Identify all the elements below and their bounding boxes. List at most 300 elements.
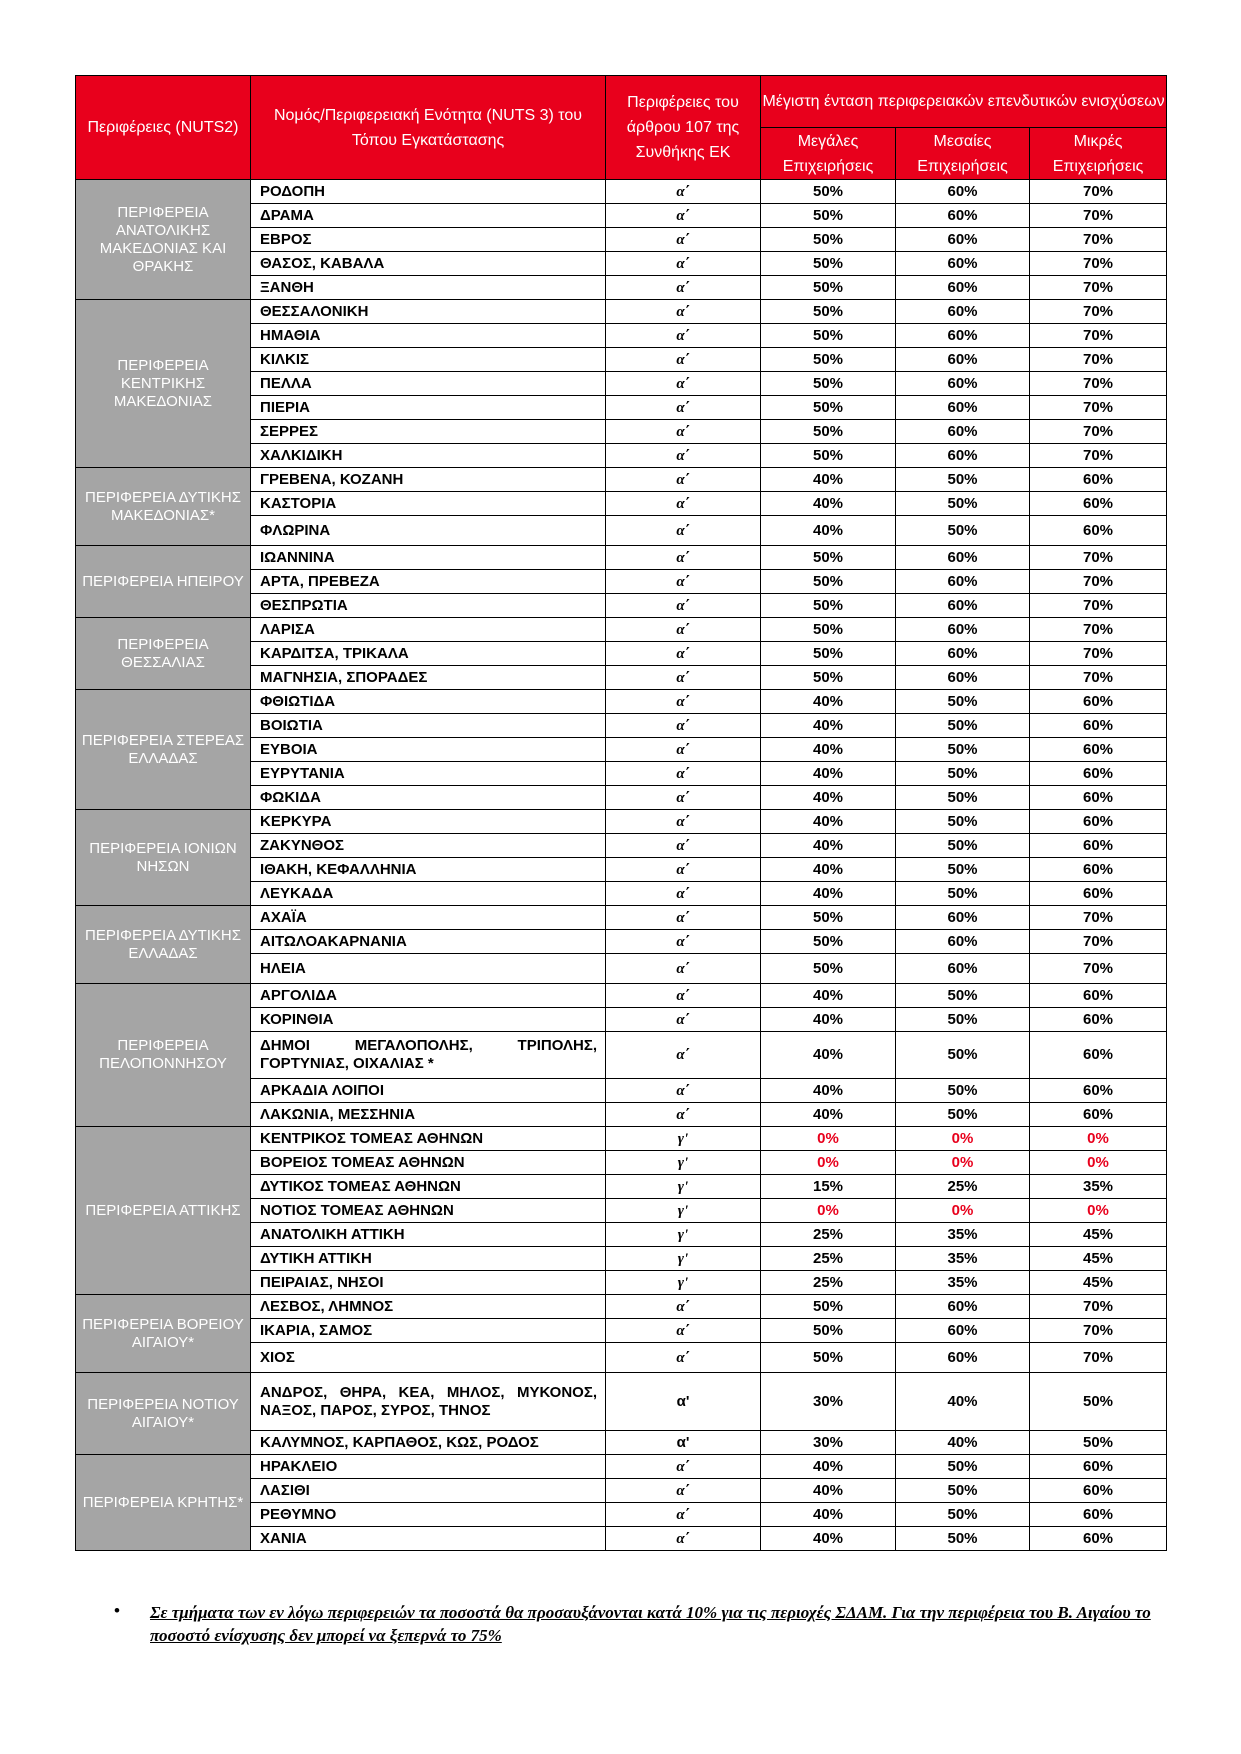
article-cell: α΄ (606, 180, 761, 204)
article-cell: α΄ (606, 984, 761, 1008)
medium-enterprise-cell: 60% (896, 276, 1030, 300)
large-enterprise-cell: 40% (761, 882, 896, 906)
medium-enterprise-cell: 60% (896, 396, 1030, 420)
prefecture-cell: ΔΥΤΙΚΗ ΑΤΤΙΚΗ (251, 1247, 606, 1271)
prefecture-cell: ΚΑΣΤΟΡΙΑ (251, 492, 606, 516)
large-enterprise-cell: 50% (761, 642, 896, 666)
small-enterprise-cell: 70% (1030, 444, 1167, 468)
small-enterprise-cell: 60% (1030, 984, 1167, 1008)
article-cell: γ' (606, 1247, 761, 1271)
medium-enterprise-cell: 0% (896, 1127, 1030, 1151)
small-enterprise-cell: 45% (1030, 1271, 1167, 1295)
article-cell: α΄ (606, 1032, 761, 1079)
prefecture-cell: ΚΑΛΥΜΝΟΣ, ΚΑΡΠΑΘΟΣ, ΚΩΣ, ΡΟΔΟΣ (251, 1431, 606, 1455)
medium-enterprise-cell: 25% (896, 1175, 1030, 1199)
article-cell: α΄ (606, 762, 761, 786)
medium-enterprise-cell: 50% (896, 690, 1030, 714)
medium-enterprise-cell: 60% (896, 228, 1030, 252)
prefecture-cell: ΡΕΘΥΜΝΟ (251, 1503, 606, 1527)
prefecture-cell: ΔΡΑΜΑ (251, 204, 606, 228)
large-enterprise-cell: 50% (761, 228, 896, 252)
article-cell: α΄ (606, 714, 761, 738)
article-cell: α΄ (606, 372, 761, 396)
article-cell: α΄ (606, 666, 761, 690)
small-enterprise-cell: 70% (1030, 570, 1167, 594)
large-enterprise-cell: 50% (761, 1343, 896, 1373)
medium-enterprise-cell: 50% (896, 1103, 1030, 1127)
large-enterprise-cell: 30% (761, 1431, 896, 1455)
article-cell: α΄ (606, 618, 761, 642)
table-row (76, 690, 1167, 714)
large-enterprise-cell: 40% (761, 1032, 896, 1079)
large-enterprise-cell: 40% (761, 1503, 896, 1527)
prefecture-cell: ΑΧΑΪΑ (251, 906, 606, 930)
article-cell: α΄ (606, 1319, 761, 1343)
small-enterprise-cell: 60% (1030, 810, 1167, 834)
medium-enterprise-cell: 50% (896, 492, 1030, 516)
medium-enterprise-cell: 50% (896, 1008, 1030, 1032)
large-enterprise-cell: 30% (761, 1373, 896, 1431)
prefecture-cell: ΝΟΤΙΟΣ ΤΟΜΕΑΣ ΑΘΗΝΩΝ (251, 1199, 606, 1223)
article-cell: α΄ (606, 516, 761, 546)
article-cell: α΄ (606, 300, 761, 324)
prefecture-cell: ΘΑΣΟΣ, ΚΑΒΑΛΑ (251, 252, 606, 276)
large-enterprise-cell: 0% (761, 1199, 896, 1223)
large-enterprise-cell: 40% (761, 810, 896, 834)
small-enterprise-cell: 0% (1030, 1151, 1167, 1175)
large-enterprise-cell: 40% (761, 492, 896, 516)
table-row (76, 618, 1167, 642)
aid-intensity-table (75, 75, 1167, 1551)
small-enterprise-cell: 60% (1030, 468, 1167, 492)
small-enterprise-cell: 60% (1030, 1008, 1167, 1032)
table-row (76, 468, 1167, 492)
large-enterprise-cell: 40% (761, 516, 896, 546)
small-enterprise-cell: 60% (1030, 882, 1167, 906)
article-cell: α΄ (606, 1079, 761, 1103)
small-enterprise-cell: 70% (1030, 348, 1167, 372)
article-cell: α΄ (606, 420, 761, 444)
prefecture-cell: ΦΘΙΩΤΙΔΑ (251, 690, 606, 714)
medium-enterprise-cell: 35% (896, 1247, 1030, 1271)
prefecture-cell: ΧΑΛΚΙΔΙΚΗ (251, 444, 606, 468)
prefecture-cell: ΧΙΟΣ (251, 1343, 606, 1373)
prefecture-cell: ΗΛΕΙΑ (251, 954, 606, 984)
region-cell: ΠΕΡΙΦΕΡΕΙΑ ΚΡΗΤΗΣ* (76, 1455, 251, 1551)
medium-enterprise-cell: 50% (896, 714, 1030, 738)
large-enterprise-cell: 40% (761, 1455, 896, 1479)
small-enterprise-cell: 70% (1030, 252, 1167, 276)
large-enterprise-cell: 40% (761, 1103, 896, 1127)
article-cell: α΄ (606, 276, 761, 300)
large-enterprise-cell: 40% (761, 1479, 896, 1503)
medium-enterprise-cell: 60% (896, 1319, 1030, 1343)
small-enterprise-cell: 50% (1030, 1431, 1167, 1455)
prefecture-cell: ΑΝΔΡΟΣ, ΘΗΡΑ, ΚΕΑ, ΜΗΛΟΣ, ΜΥΚΟΝΟΣ, ΝΑΞΟΣ, ΠΑΡΟΣ, ΣΥΡΟΣ, ΤΗΝΟΣ (251, 1373, 606, 1431)
table-header (76, 76, 1167, 180)
medium-enterprise-cell: 50% (896, 1479, 1030, 1503)
prefecture-cell: ΑΡΓΟΛΙΔΑ (251, 984, 606, 1008)
footnote (108, 1601, 1168, 1647)
region-cell: ΠΕΡΙΦΕΡΕΙΑ ΑΤΤΙΚΗΣ (76, 1127, 251, 1295)
large-enterprise-cell: 0% (761, 1151, 896, 1175)
article-cell: α΄ (606, 690, 761, 714)
article-cell: α΄ (606, 1343, 761, 1373)
large-enterprise-cell: 50% (761, 594, 896, 618)
prefecture-cell: ΓΡΕΒΕΝΑ, ΚΟΖΑΝΗ (251, 468, 606, 492)
article-cell: γ' (606, 1271, 761, 1295)
medium-enterprise-cell: 60% (896, 954, 1030, 984)
header-large: Μεγάλες Επιχειρήσεις (761, 128, 896, 180)
medium-enterprise-cell: 60% (896, 570, 1030, 594)
article-cell: α΄ (606, 204, 761, 228)
prefecture-cell: ΣΕΡΡΕΣ (251, 420, 606, 444)
medium-enterprise-cell: 60% (896, 546, 1030, 570)
prefecture-cell: ΚΕΝΤΡΙΚΟΣ ΤΟΜΕΑΣ ΑΘΗΝΩΝ (251, 1127, 606, 1151)
small-enterprise-cell: 70% (1030, 618, 1167, 642)
article-cell: α΄ (606, 1503, 761, 1527)
medium-enterprise-cell: 60% (896, 594, 1030, 618)
prefecture-cell: ΒΟΡΕΙΟΣ ΤΟΜΕΑΣ ΑΘΗΝΩΝ (251, 1151, 606, 1175)
article-cell: α΄ (606, 930, 761, 954)
small-enterprise-cell: 70% (1030, 420, 1167, 444)
small-enterprise-cell: 0% (1030, 1127, 1167, 1151)
article-cell: α΄ (606, 570, 761, 594)
article-cell: α΄ (606, 348, 761, 372)
article-cell: α΄ (606, 1103, 761, 1127)
article-cell: γ' (606, 1151, 761, 1175)
prefecture-cell: ΠΙΕΡΙΑ (251, 396, 606, 420)
article-cell: α΄ (606, 546, 761, 570)
prefecture-cell: ΚΕΡΚΥΡΑ (251, 810, 606, 834)
prefecture-cell: ΕΥΒΟΙΑ (251, 738, 606, 762)
small-enterprise-cell: 60% (1030, 1527, 1167, 1551)
large-enterprise-cell: 50% (761, 180, 896, 204)
medium-enterprise-cell: 60% (896, 324, 1030, 348)
prefecture-cell: ΜΑΓΝΗΣΙΑ, ΣΠΟΡΑΔΕΣ (251, 666, 606, 690)
large-enterprise-cell: 25% (761, 1271, 896, 1295)
small-enterprise-cell: 70% (1030, 324, 1167, 348)
prefecture-cell: ΦΛΩΡΙΝΑ (251, 516, 606, 546)
small-enterprise-cell: 60% (1030, 1103, 1167, 1127)
large-enterprise-cell: 50% (761, 444, 896, 468)
small-enterprise-cell: 70% (1030, 954, 1167, 984)
prefecture-cell: ΙΘΑΚΗ, ΚΕΦΑΛΛΗΝΙΑ (251, 858, 606, 882)
medium-enterprise-cell: 50% (896, 516, 1030, 546)
article-cell: γ' (606, 1127, 761, 1151)
large-enterprise-cell: 40% (761, 1079, 896, 1103)
small-enterprise-cell: 60% (1030, 492, 1167, 516)
small-enterprise-cell: 0% (1030, 1199, 1167, 1223)
prefecture-cell: ΛΕΣΒΟΣ, ΛΗΜΝΟΣ (251, 1295, 606, 1319)
prefecture-cell: ΧΑΝΙΑ (251, 1527, 606, 1551)
medium-enterprise-cell: 50% (896, 762, 1030, 786)
medium-enterprise-cell: 50% (896, 1503, 1030, 1527)
small-enterprise-cell: 70% (1030, 372, 1167, 396)
large-enterprise-cell: 50% (761, 372, 896, 396)
article-cell: α΄ (606, 954, 761, 984)
large-enterprise-cell: 50% (761, 324, 896, 348)
medium-enterprise-cell: 50% (896, 834, 1030, 858)
prefecture-cell: ΑΡΤΑ, ΠΡΕΒΕΖΑ (251, 570, 606, 594)
header-small: Μικρές Επιχειρήσεις (1030, 128, 1167, 180)
region-cell: ΠΕΡΙΦΕΡΕΙΑ ΑΝΑΤΟΛΙΚΗΣ ΜΑΚΕΔΟΝΙΑΣ ΚΑΙ ΘΡΑΚΗΣ (76, 180, 251, 300)
small-enterprise-cell: 70% (1030, 1295, 1167, 1319)
article-cell: α΄ (606, 228, 761, 252)
prefecture-cell: ΦΩΚΙΔΑ (251, 786, 606, 810)
small-enterprise-cell: 60% (1030, 714, 1167, 738)
prefecture-cell: ΘΕΣΣΑΛΟΝΙΚΗ (251, 300, 606, 324)
medium-enterprise-cell: 60% (896, 420, 1030, 444)
small-enterprise-cell: 60% (1030, 786, 1167, 810)
article-cell: α΄ (606, 1455, 761, 1479)
large-enterprise-cell: 40% (761, 786, 896, 810)
article-cell: α' (606, 1431, 761, 1455)
small-enterprise-cell: 70% (1030, 906, 1167, 930)
small-enterprise-cell: 60% (1030, 1079, 1167, 1103)
prefecture-cell: ΖΑΚΥΝΘΟΣ (251, 834, 606, 858)
large-enterprise-cell: 0% (761, 1127, 896, 1151)
large-enterprise-cell: 50% (761, 252, 896, 276)
prefecture-cell: ΙΚΑΡΙΑ, ΣΑΜΟΣ (251, 1319, 606, 1343)
large-enterprise-cell: 40% (761, 858, 896, 882)
small-enterprise-cell: 45% (1030, 1223, 1167, 1247)
prefecture-cell: ΑΝΑΤΟΛΙΚΗ ΑΤΤΙΚΗ (251, 1223, 606, 1247)
prefecture-cell: ΛΕΥΚΑΔΑ (251, 882, 606, 906)
small-enterprise-cell: 60% (1030, 516, 1167, 546)
prefecture-cell: ΕΒΡΟΣ (251, 228, 606, 252)
small-enterprise-cell: 60% (1030, 1032, 1167, 1079)
header-prefecture: Νομός/Περιφερειακή Ενότητα (NUTS 3) του Τόπου Εγκατάστασης (251, 76, 606, 180)
large-enterprise-cell: 15% (761, 1175, 896, 1199)
small-enterprise-cell: 70% (1030, 1343, 1167, 1373)
large-enterprise-cell: 50% (761, 396, 896, 420)
large-enterprise-cell: 40% (761, 738, 896, 762)
large-enterprise-cell: 50% (761, 276, 896, 300)
medium-enterprise-cell: 60% (896, 204, 1030, 228)
table-row (76, 1295, 1167, 1319)
small-enterprise-cell: 70% (1030, 180, 1167, 204)
footnote-text: Σε τμήματα των εν λόγω περιφερειών τα ποσοστά θα προσαυξάνονται κατά 10% για τις περιοχές ΣΔΑΜ. Για την περιφέρεια του Β. Αιγαίου το ποσοστό ενίσχυσης δεν μπορεί να ξεπερνά το 75% (150, 1603, 1151, 1645)
small-enterprise-cell: 60% (1030, 1479, 1167, 1503)
large-enterprise-cell: 40% (761, 984, 896, 1008)
small-enterprise-cell: 60% (1030, 834, 1167, 858)
small-enterprise-cell: 60% (1030, 738, 1167, 762)
article-cell: α΄ (606, 1008, 761, 1032)
medium-enterprise-cell: 60% (896, 642, 1030, 666)
region-cell: ΠΕΡΙΦΕΡΕΙΑ ΒΟΡΕΙΟΥ ΑΙΓΑΙΟΥ* (76, 1295, 251, 1373)
medium-enterprise-cell: 50% (896, 468, 1030, 492)
small-enterprise-cell: 70% (1030, 396, 1167, 420)
prefecture-cell: ΞΑΝΘΗ (251, 276, 606, 300)
medium-enterprise-cell: 50% (896, 1527, 1030, 1551)
region-cell: ΠΕΡΙΦΕΡΕΙΑ ΝΟΤΙΟΥ ΑΙΓΑΙΟΥ* (76, 1373, 251, 1455)
large-enterprise-cell: 40% (761, 762, 896, 786)
small-enterprise-cell: 70% (1030, 642, 1167, 666)
table-row (76, 984, 1167, 1008)
large-enterprise-cell: 50% (761, 1295, 896, 1319)
medium-enterprise-cell: 50% (896, 1079, 1030, 1103)
prefecture-cell: ΚΑΡΔΙΤΣΑ, ΤΡΙΚΑΛΑ (251, 642, 606, 666)
table-row (76, 546, 1167, 570)
large-enterprise-cell: 50% (761, 546, 896, 570)
article-cell: α΄ (606, 468, 761, 492)
medium-enterprise-cell: 60% (896, 444, 1030, 468)
large-enterprise-cell: 50% (761, 666, 896, 690)
header-article: Περιφέρειες του άρθρου 107 της Συνθήκης ΕΚ (606, 76, 761, 180)
large-enterprise-cell: 40% (761, 468, 896, 492)
medium-enterprise-cell: 50% (896, 1032, 1030, 1079)
prefecture-cell: ΛΑΚΩΝΙΑ, ΜΕΣΣΗΝΙΑ (251, 1103, 606, 1127)
article-cell: α΄ (606, 786, 761, 810)
article-cell: α΄ (606, 858, 761, 882)
article-cell: γ' (606, 1175, 761, 1199)
article-cell: α΄ (606, 834, 761, 858)
medium-enterprise-cell: 60% (896, 666, 1030, 690)
header-medium: Μεσαίες Επιχειρήσεις (896, 128, 1030, 180)
small-enterprise-cell: 35% (1030, 1175, 1167, 1199)
prefecture-cell: ΒΟΙΩΤΙΑ (251, 714, 606, 738)
medium-enterprise-cell: 40% (896, 1431, 1030, 1455)
small-enterprise-cell: 60% (1030, 690, 1167, 714)
prefecture-cell: ΔΥΤΙΚΟΣ ΤΟΜΕΑΣ ΑΘΗΝΩΝ (251, 1175, 606, 1199)
small-enterprise-cell: 60% (1030, 762, 1167, 786)
medium-enterprise-cell: 60% (896, 930, 1030, 954)
small-enterprise-cell: 70% (1030, 300, 1167, 324)
large-enterprise-cell: 50% (761, 906, 896, 930)
medium-enterprise-cell: 60% (896, 252, 1030, 276)
medium-enterprise-cell: 0% (896, 1151, 1030, 1175)
medium-enterprise-cell: 60% (896, 1295, 1030, 1319)
article-cell: α΄ (606, 1295, 761, 1319)
prefecture-cell: ΔΗΜΟΙ ΜΕΓΑΛΟΠΟΛΗΣ, ΤΡΙΠΟΛΗΣ, ΓΟΡΤΥΝΙΑΣ, ΟΙΧΑΛΙΑΣ * (251, 1032, 606, 1079)
article-cell: α΄ (606, 492, 761, 516)
article-cell: α΄ (606, 1479, 761, 1503)
large-enterprise-cell: 50% (761, 570, 896, 594)
medium-enterprise-cell: 40% (896, 1373, 1030, 1431)
table-row (76, 906, 1167, 930)
medium-enterprise-cell: 60% (896, 372, 1030, 396)
large-enterprise-cell: 50% (761, 930, 896, 954)
medium-enterprise-cell: 35% (896, 1223, 1030, 1247)
medium-enterprise-cell: 50% (896, 984, 1030, 1008)
large-enterprise-cell: 50% (761, 1319, 896, 1343)
small-enterprise-cell: 60% (1030, 1503, 1167, 1527)
large-enterprise-cell: 40% (761, 690, 896, 714)
medium-enterprise-cell: 50% (896, 858, 1030, 882)
large-enterprise-cell: 50% (761, 954, 896, 984)
large-enterprise-cell: 50% (761, 300, 896, 324)
prefecture-cell: ΗΜΑΘΙΑ (251, 324, 606, 348)
prefecture-cell: ΘΕΣΠΡΩΤΙΑ (251, 594, 606, 618)
medium-enterprise-cell: 35% (896, 1271, 1030, 1295)
article-cell: α΄ (606, 252, 761, 276)
medium-enterprise-cell: 50% (896, 1455, 1030, 1479)
table-body (76, 180, 1167, 1551)
prefecture-cell: ΙΩΑΝΝΙΝΑ (251, 546, 606, 570)
article-cell: α΄ (606, 396, 761, 420)
medium-enterprise-cell: 60% (896, 300, 1030, 324)
small-enterprise-cell: 50% (1030, 1373, 1167, 1431)
article-cell: α΄ (606, 324, 761, 348)
medium-enterprise-cell: 0% (896, 1199, 1030, 1223)
prefecture-cell: ΠΕΙΡΑΙΑΣ, ΝΗΣΟΙ (251, 1271, 606, 1295)
large-enterprise-cell: 40% (761, 1527, 896, 1551)
large-enterprise-cell: 50% (761, 204, 896, 228)
article-cell: α΄ (606, 882, 761, 906)
table-row (76, 1127, 1167, 1151)
article-cell: α΄ (606, 594, 761, 618)
region-cell: ΠΕΡΙΦΕΡΕΙΑ ΔΥΤΙΚΗΣ ΜΑΚΕΔΟΝΙΑΣ* (76, 468, 251, 546)
article-cell: α΄ (606, 738, 761, 762)
large-enterprise-cell: 25% (761, 1223, 896, 1247)
article-cell: α΄ (606, 906, 761, 930)
prefecture-cell: ΗΡΑΚΛΕΙΟ (251, 1455, 606, 1479)
small-enterprise-cell: 70% (1030, 546, 1167, 570)
medium-enterprise-cell: 60% (896, 348, 1030, 372)
small-enterprise-cell: 70% (1030, 594, 1167, 618)
region-cell: ΠΕΡΙΦΕΡΕΙΑ ΣΤΕΡΕΑΣ ΕΛΛΑΔΑΣ (76, 690, 251, 810)
small-enterprise-cell: 60% (1030, 858, 1167, 882)
region-cell: ΠΕΡΙΦΕΡΕΙΑ ΚΕΝΤΡΙΚΗΣ ΜΑΚΕΔΟΝΙΑΣ (76, 300, 251, 468)
region-cell: ΠΕΡΙΦΕΡΕΙΑ ΘΕΣΣΑΛΙΑΣ (76, 618, 251, 690)
table-row (76, 810, 1167, 834)
article-cell: α΄ (606, 444, 761, 468)
small-enterprise-cell: 60% (1030, 1455, 1167, 1479)
table-row (76, 180, 1167, 204)
prefecture-cell: ΛΑΣΙΘΙ (251, 1479, 606, 1503)
table-row (76, 1373, 1167, 1431)
article-cell: γ' (606, 1199, 761, 1223)
prefecture-cell: ΑΡΚΑΔΙΑ ΛΟΙΠΟΙ (251, 1079, 606, 1103)
table-row (76, 300, 1167, 324)
medium-enterprise-cell: 60% (896, 906, 1030, 930)
small-enterprise-cell: 70% (1030, 666, 1167, 690)
medium-enterprise-cell: 60% (896, 618, 1030, 642)
article-cell: α΄ (606, 1527, 761, 1551)
large-enterprise-cell: 25% (761, 1247, 896, 1271)
large-enterprise-cell: 50% (761, 420, 896, 444)
prefecture-cell: ΚΙΛΚΙΣ (251, 348, 606, 372)
large-enterprise-cell: 40% (761, 834, 896, 858)
prefecture-cell: ΚΟΡΙΝΘΙΑ (251, 1008, 606, 1032)
region-cell: ΠΕΡΙΦΕΡΕΙΑ ΠΕΛΟΠΟΝΝΗΣΟΥ (76, 984, 251, 1127)
large-enterprise-cell: 40% (761, 714, 896, 738)
medium-enterprise-cell: 50% (896, 882, 1030, 906)
table-row (76, 1455, 1167, 1479)
medium-enterprise-cell: 50% (896, 810, 1030, 834)
region-cell: ΠΕΡΙΦΕΡΕΙΑ ΗΠΕΙΡΟΥ (76, 546, 251, 618)
region-cell: ΠΕΡΙΦΕΡΕΙΑ ΔΥΤΙΚΗΣ ΕΛΛΑΔΑΣ (76, 906, 251, 984)
small-enterprise-cell: 70% (1030, 930, 1167, 954)
small-enterprise-cell: 70% (1030, 276, 1167, 300)
prefecture-cell: ΑΙΤΩΛΟΑΚΑΡΝΑΝΙΑ (251, 930, 606, 954)
medium-enterprise-cell: 60% (896, 180, 1030, 204)
medium-enterprise-cell: 60% (896, 1343, 1030, 1373)
large-enterprise-cell: 50% (761, 618, 896, 642)
header-max-intensity: Μέγιστη ένταση περιφερειακών επενδυτικών ενισχύσεων (761, 76, 1167, 128)
bullet-icon: • (114, 1601, 120, 1620)
region-cell: ΠΕΡΙΦΕΡΕΙΑ ΙΟΝΙΩΝ ΝΗΣΩΝ (76, 810, 251, 906)
small-enterprise-cell: 45% (1030, 1247, 1167, 1271)
prefecture-cell: ΕΥΡΥΤΑΝΙΑ (251, 762, 606, 786)
article-cell: γ' (606, 1223, 761, 1247)
prefecture-cell: ΠΕΛΛΑ (251, 372, 606, 396)
large-enterprise-cell: 50% (761, 348, 896, 372)
medium-enterprise-cell: 50% (896, 786, 1030, 810)
header-regions: Περιφέρειες (NUTS2) (76, 76, 251, 180)
small-enterprise-cell: 70% (1030, 1319, 1167, 1343)
